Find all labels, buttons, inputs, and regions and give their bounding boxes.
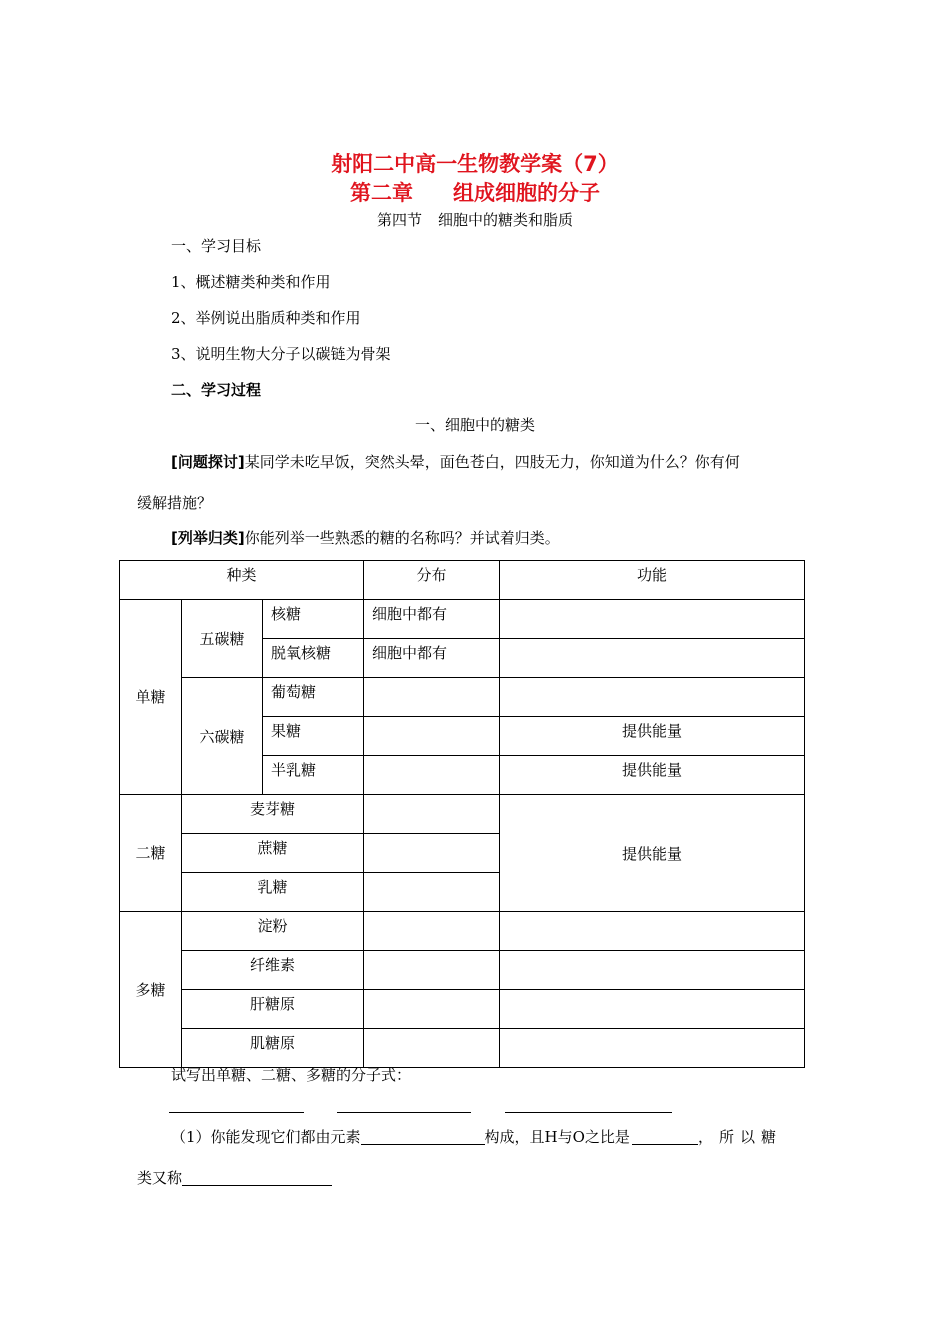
sugar-function [500, 990, 805, 1029]
goals-heading: 一、学习目标 [171, 237, 262, 255]
section-number: 第四节 [376, 211, 422, 229]
sugar-function [500, 912, 805, 951]
answer-blank-mono[interactable] [169, 1112, 304, 1113]
sugar-function [500, 1029, 805, 1068]
table-row [120, 678, 805, 717]
answer-blank-di[interactable] [337, 1112, 471, 1113]
sugar-function: 提供能量 [500, 756, 805, 795]
sugar-function [500, 951, 805, 990]
chapter-name: 组成细胞的分子 [453, 181, 600, 205]
question-1-line2-text: 类又称 [137, 1169, 183, 1187]
sugar-name: 肌糖原 [182, 1029, 364, 1068]
sugar-function: 提供能量 [500, 717, 805, 756]
problem-tag: [问题探讨] [171, 453, 245, 471]
goal-item-2: 2、举例说出脂质种类和作用 [171, 309, 361, 327]
mono-label: 单糖 [120, 600, 182, 795]
header-type: 种类 [120, 561, 364, 600]
list-tag: [列举归类] [171, 529, 245, 547]
section-name: 细胞中的糖类和脂质 [438, 211, 574, 229]
sugar-distribution [364, 951, 500, 990]
page-title: 射阳二中高一生物教学案（7） [331, 152, 619, 176]
table-row [120, 600, 805, 639]
answer-blank-elements[interactable] [361, 1128, 485, 1145]
poly-label: 多糖 [120, 912, 182, 1068]
hexose-label: 六碳糖 [182, 678, 263, 795]
question-1-part2: 构成，且H与O之比是 [484, 1128, 630, 1146]
sugar-distribution [364, 717, 500, 756]
sugar-distribution [364, 795, 500, 834]
list-text: 你能列举一些熟悉的糖的名称吗？并试着归类。 [244, 529, 560, 547]
question-1-part3: ，所以糖 [697, 1128, 782, 1146]
sugar-name: 麦芽糖 [182, 795, 364, 834]
sugar-name: 半乳糖 [263, 756, 364, 795]
sugar-name: 葡萄糖 [263, 678, 364, 717]
section-title [0, 209, 950, 230]
sugar-name: 乳糖 [182, 873, 364, 912]
sugar-name: 果糖 [263, 717, 364, 756]
problem-paragraph [171, 451, 740, 472]
sugar-distribution [364, 756, 500, 795]
header-distribution: 分布 [364, 561, 500, 600]
sugar-distribution: 细胞中都有 [364, 600, 500, 639]
chapter-title [0, 177, 950, 207]
answer-blank-poly[interactable] [505, 1112, 672, 1113]
process-heading: 二、学习过程 [171, 381, 262, 399]
table-row [120, 951, 805, 990]
sugar-distribution [364, 990, 500, 1029]
goal-item-1: 1、概述糖类种类和作用 [171, 273, 331, 291]
table-row [120, 912, 805, 951]
sugar-distribution [364, 834, 500, 873]
sub-heading: 一、细胞中的糖类 [414, 416, 535, 434]
sugar-function [500, 639, 805, 678]
table-header-row [120, 561, 805, 600]
sugar-name: 核糖 [263, 600, 364, 639]
di-label: 二糖 [120, 795, 182, 912]
sugar-name: 纤维素 [182, 951, 364, 990]
sugar-function [500, 600, 805, 639]
list-paragraph [171, 527, 560, 548]
table-row [120, 1029, 805, 1068]
sugar-name: 脱氧核糖 [263, 639, 364, 678]
chapter-number: 第二章 [350, 181, 413, 205]
question-1-part1: （1）你能发现它们都由元素 [171, 1128, 361, 1146]
sugar-function [500, 678, 805, 717]
sugar-distribution [364, 912, 500, 951]
answer-blank-ratio[interactable] [632, 1128, 698, 1145]
sugar-distribution [364, 678, 500, 717]
sugar-distribution [364, 873, 500, 912]
pentose-label: 五碳糖 [182, 600, 263, 678]
answer-blank-alias[interactable] [182, 1169, 332, 1186]
goal-item-3: 3、说明生物大分子以碳链为骨架 [171, 345, 391, 363]
sugar-name: 淀粉 [182, 912, 364, 951]
di-function: 提供能量 [500, 795, 805, 912]
table-row [120, 990, 805, 1029]
sugar-name: 蔗糖 [182, 834, 364, 873]
question-1 [171, 1126, 782, 1147]
sugar-distribution [364, 1029, 500, 1068]
problem-text: 某同学未吃早饭，突然头晕，面色苍白，四肢无力，你知道为什么？你有何 [244, 453, 740, 471]
header-function: 功能 [500, 561, 805, 600]
sugar-distribution: 细胞中都有 [364, 639, 500, 678]
sugar-table [119, 560, 805, 1068]
formula-prompt: 试写出单糖、二糖、多糖的分子式： [171, 1066, 412, 1084]
table-row [120, 795, 805, 834]
question-1-line2 [137, 1167, 332, 1188]
problem-text-line2: 缓解措施？ [137, 494, 213, 512]
sugar-name: 肝糖原 [182, 990, 364, 1029]
